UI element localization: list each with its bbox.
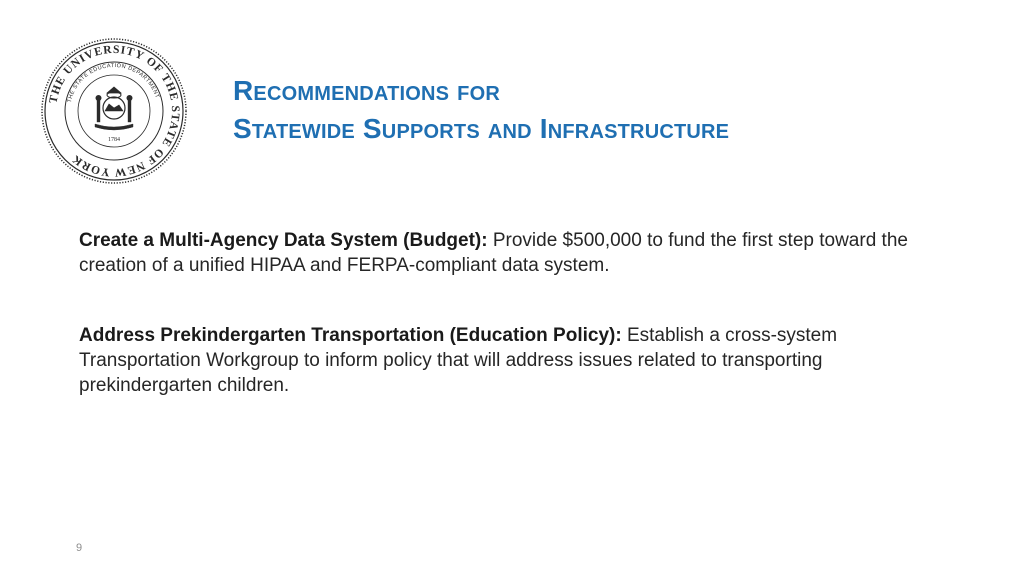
recommendation-1 [79,228,959,278]
page-number: 9 [76,542,83,554]
recommendation-2-text: Establish a cross-system Transportation Workgroup to inform policy that will address issues related to transporting prekindergarten children. [79,325,838,396]
coat-of-arms-icon [95,87,133,130]
slide-title [233,72,729,148]
nysed-seal-logo [40,37,188,185]
seal-inner-text: THE STATE EDUCATION DEPARTMENT [66,62,161,104]
recommendation-2-heading: Address Prekindergarten Transportation (Education Policy): [79,325,622,346]
recommendation-1-heading: Create a Multi-Agency Data System (Budget): [79,230,488,251]
seal-year: 1784 [108,137,120,143]
recommendation-1-text: Provide $500,000 to fund the first step toward the creation of a unified HIPAA and FERPA-compliant data system. [79,230,908,276]
title-line-1: Recommendations for [233,75,500,106]
seal-outer-text: THE UNIVERSITY OF THE STATE OF NEW YORK [47,43,182,179]
title-line-2: Statewide Supports and Infrastructure [233,113,730,144]
recommendation-2 [79,323,959,398]
seal-graphic [40,37,188,185]
